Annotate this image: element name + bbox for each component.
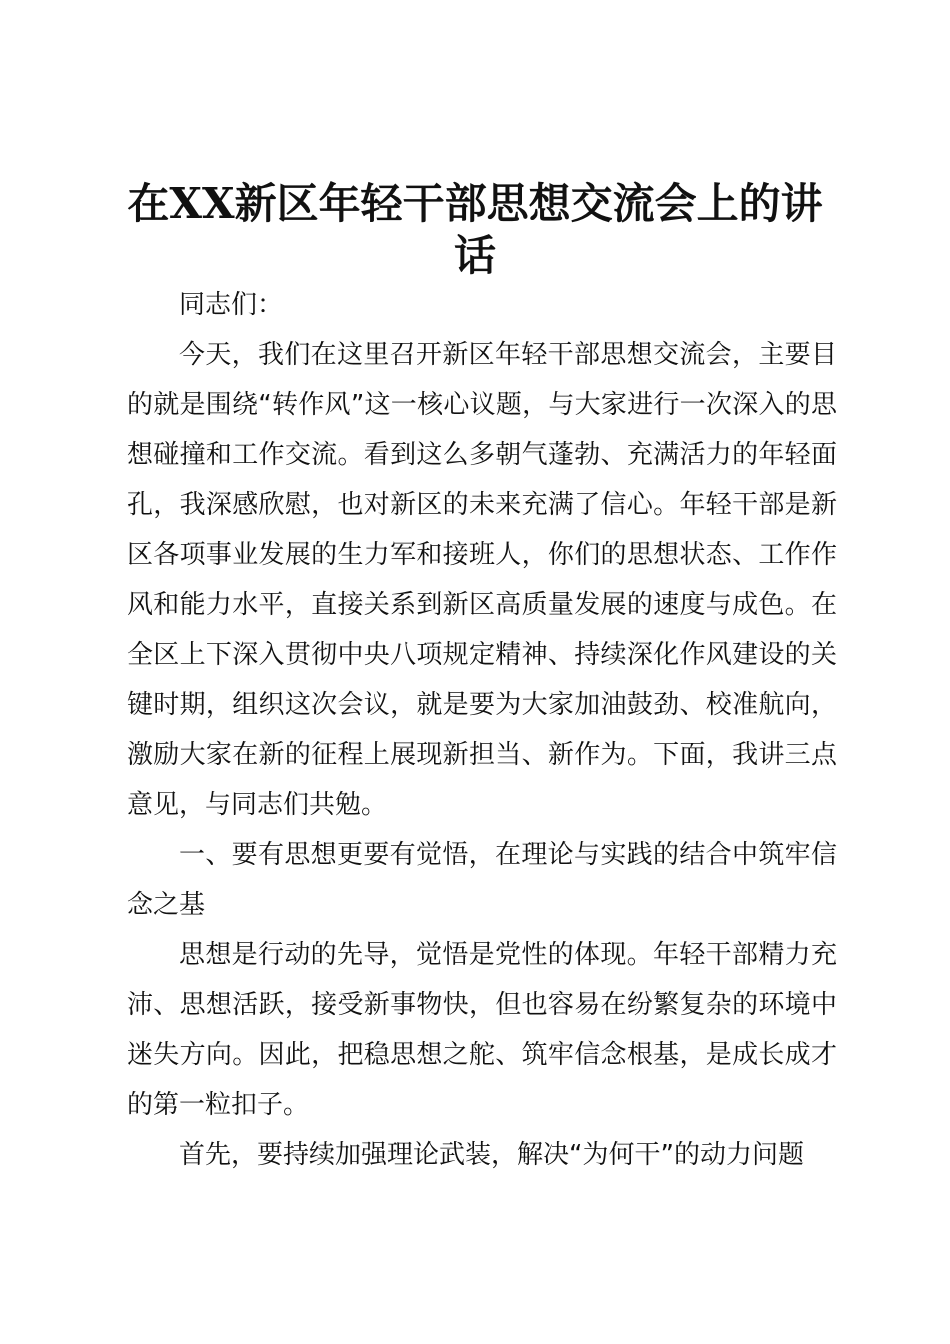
- document-title: 在XX新区年轻干部思想交流会上的讲话: [127, 179, 823, 280]
- paragraph-intro: 今天，我们在这里召开新区年轻干部思想交流会，主要目的就是围绕“转作风”这一核心议题，与大家进行一次深入的思想碰撞和工作交流。看到这么多朝气蓬勃、充满活力的年轻面孔，我深感欣慰，也对新区的未来充满了信心。年轻干部是新区各项事业发展的生力军和接班人，你们的思想状态、工作作风和能力水平，直接关系到新区高质量发展的速度与成色。在全区上下深入贯彻中央八项规定精神、持续深化作风建设的关键时期，组织这次会议，就是要为大家加油鼓劲、校准航向，激励大家在新的征程上展现新担当、新作为。下面，我讲三点意见，与同志们共勉。: [127, 340, 837, 820]
- paragraph-first-point: 首先，要持续加强理论武装，解决“为何干”的动力问题: [179, 1140, 804, 1170]
- document-body: [127, 280, 837, 1180]
- paragraph-section-1: 思想是行动的先导，觉悟是党性的体现。年轻干部精力充沛、思想活跃，接受新事物快，但也容易在纷繁复杂的环境中迷失方向。因此，把稳思想之舵、筑牢信念根基，是成长成才的第一粒扣子。: [127, 940, 837, 1120]
- section-heading-1: 一、要有思想更要有觉悟，在理论与实践的结合中筑牢信念之基: [127, 840, 837, 920]
- salutation: 同志们：: [179, 290, 284, 320]
